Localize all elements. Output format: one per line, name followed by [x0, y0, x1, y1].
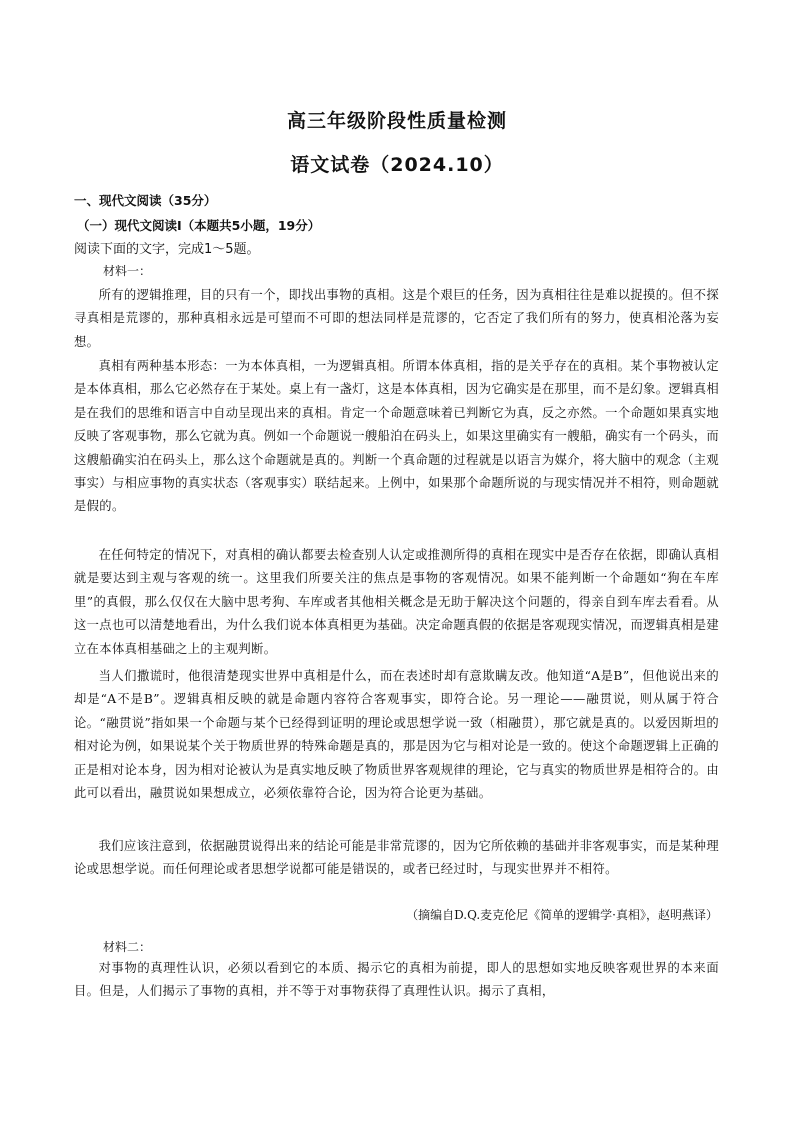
material-1-paragraph: 当人们撒谎时，他很清楚现实世界中真相是什么，而在表述时却有意欺瞒友改。他知道“A是B”，但他说出来的却是“A不是B”。逻辑真相反映的就是命题内容符合客观事实，即符合论。另一理论——融贯说，则从属于符合论。“融贯说”指如果一个命题与某个已经得到证明的理论或思想学说一致（相融贯），那它就是真的。以爱因斯坦的相对论为例，如果说某个关于物质世界的特殊命题是真的，那是因为它与相对论是一致的。使这个命题逻辑上正确的正是相对论本身，因为相对论被认为是真实地反映了物质世界客观规律的理论，它与真实的物质世界是相符合的。由此可以看出，融贯说如果想成立，必须依靠符合论，因为符合论更为基础。 — [74, 669, 719, 801]
source-citation: （摘编自D.Q.麦克伦尼《简单的逻辑学·真相》，赵明燕译） — [406, 908, 718, 922]
material-2-label: 材料二： — [103, 940, 152, 954]
section-heading: 一、现代文阅读（35分） — [74, 193, 217, 208]
material-1-label: 材料一： — [103, 264, 152, 278]
material-1-paragraph: 所有的逻辑推理，目的只有一个，即找出事物的真相。这是个艰巨的任务，因为真相往往是难以捉摸的。但不探寻真相是荒谬的，那种真相永远是可望而不可即的想法同样是荒谬的，它否定了我们所有的努力，使真相沦落为妄想。 — [74, 288, 719, 349]
material-1-paragraph: 我们应该注意到，依据融贯说得出来的结论可能是非常荒谬的，因为它所依赖的基础并非客观事实，而是某种理论或思想学说。而任何理论或者思想学说都可能是错误的，或者已经过时，与现实世界并不相符。 — [74, 839, 719, 877]
material-2-paragraph: 对事物的真理性认识，必须以看到它的本质、揭示它的真相为前提，即人的思想如实地反映客观世界的本来面目。但是，人们揭示了事物的真相，并不等于对事物获得了真理性认识。揭示了真相， — [74, 961, 719, 999]
instruction-text: 阅读下面的文字，完成1～5题。 — [74, 242, 260, 257]
material-1-paragraph: 在任何特定的情况下，对真相的确认都要去检查别人认定或推测所得的真相在现实中是否存在依据，即确认真相就是要达到主观与客观的统一。这里我们所要关注的焦点是事物的客观情况。如果不能判断一个命题如“狗在车库里”的真假，那么仅仅在大脑中思考狗、车库或者其他相关概念是无助于解决这个问题的，得亲自到车库去看看。从这一点也可以清楚地看出，为什么我们说本体真相更为基础。决定命题真假的依据是客观现实情况，而逻辑真相是建立在本体真相基础之上的主观判断。 — [74, 548, 719, 656]
subsection-heading: （一）现代文阅读Ⅰ（本题共5小题，19分） — [77, 218, 321, 233]
material-1-paragraph: 真相有两种基本形态：一为本体真相，一为逻辑真相。所谓本体真相，指的是关乎存在的真相。某个事物被认定是本体真相，那么它必然存在于某处。桌上有一盏灯，这是本体真相，因为它确实是在那里，而不是幻象。逻辑真相是在我们的思维和语言中自动呈现出来的真相。肯定一个命题意味着已判断它为真，反之亦然。一个命题如果真实地反映了客观事物，那么它就为真。例如一个命题说一艘船泊在码头上，如果这里确实有一艘船，确实有一个码头，而这艘船确实泊在码头上，那么这个命题就是真的。判断一个真命题的过程就是以语言为媒介，将大脑中的观念（主观事实）与相应事物的真实状态（客观事实）联结起来。上例中，如果那个命题所说的与现实情况并不相符，则命题就是假的。 — [74, 359, 719, 514]
page-subtitle: 语文试卷（2024.10） — [290, 154, 504, 176]
page-title: 高三年级阶段性质量检测 — [286, 110, 507, 132]
